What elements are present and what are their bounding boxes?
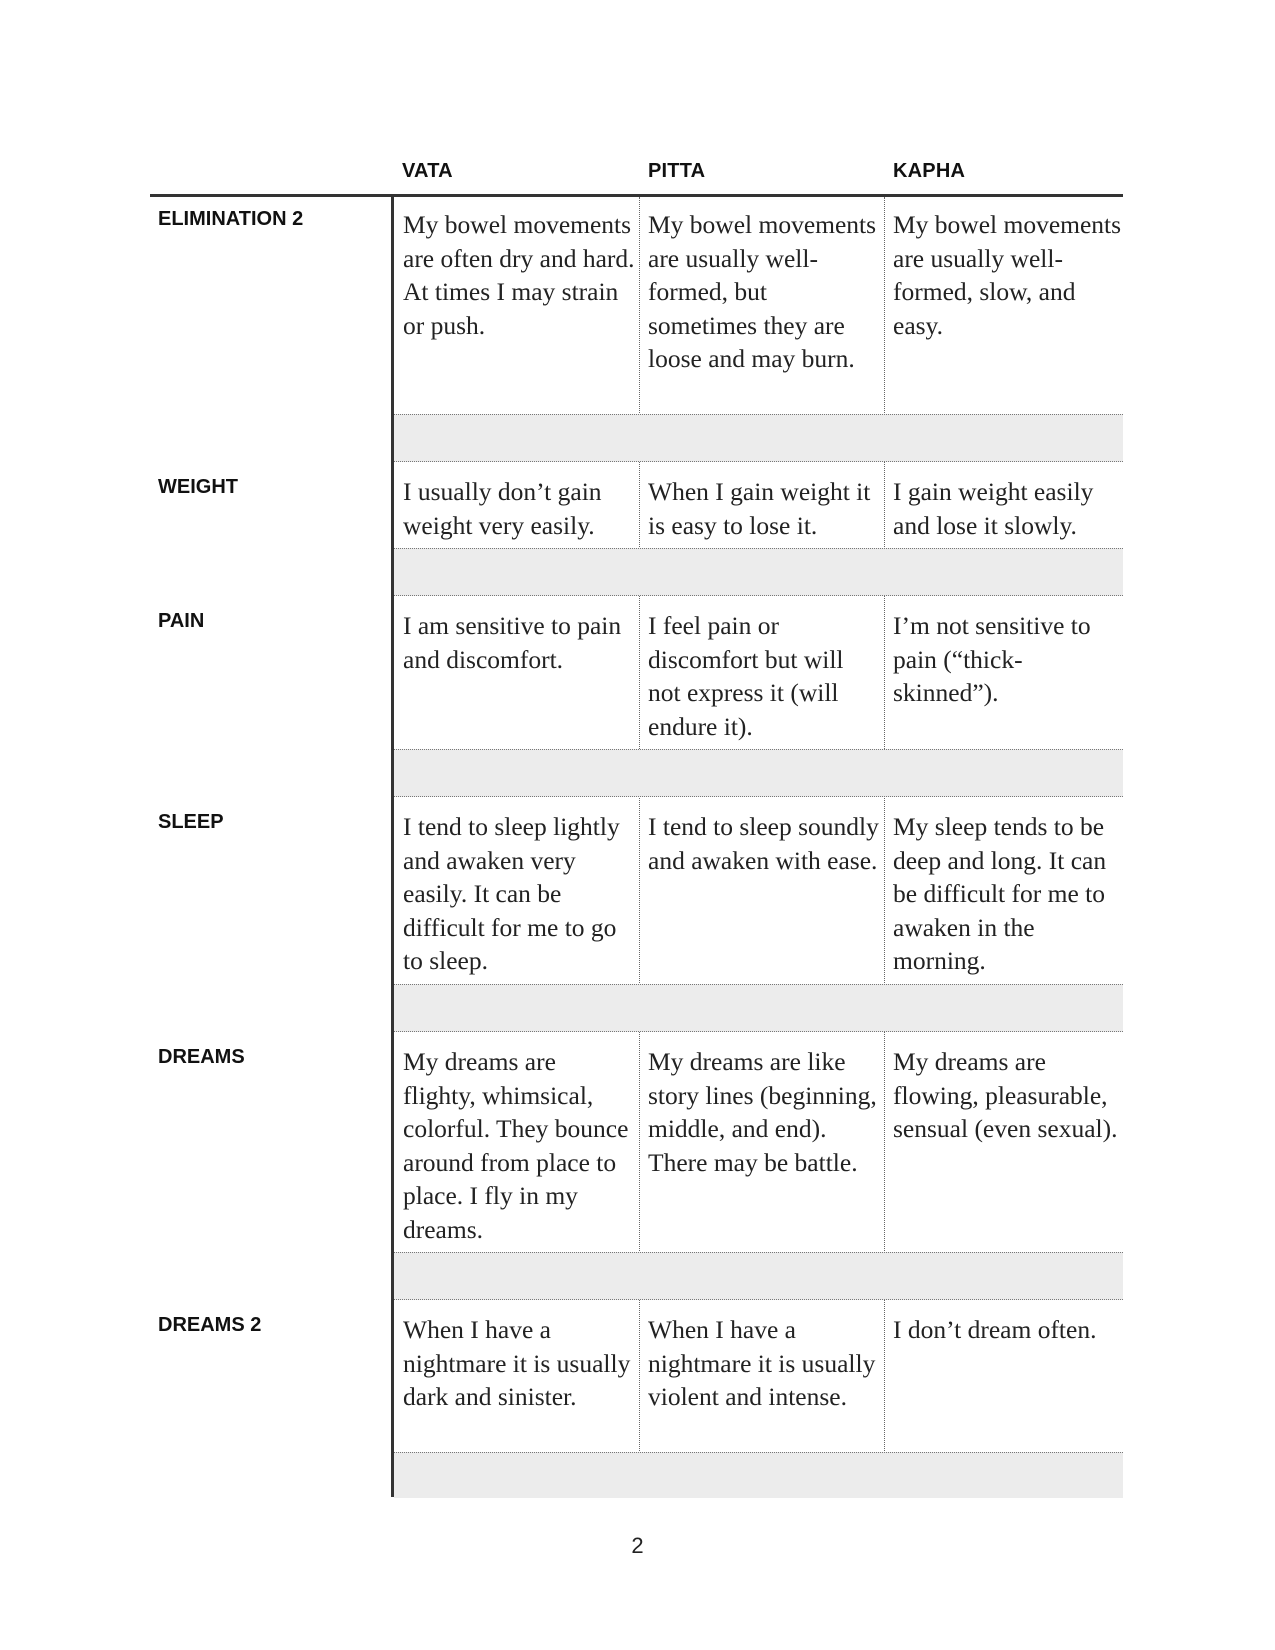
statement-pitta: When I have a nightmare it is usually violent and intense. [648, 1315, 876, 1411]
response-box-vata[interactable] [394, 1453, 639, 1499]
response-box-vata[interactable] [394, 415, 639, 461]
statement-vata: My bowel movements are often dry and hard. At times I may strain or push. [403, 210, 635, 340]
statement-pitta: I feel pain or discomfort but will not express it (will endure it). [648, 611, 844, 741]
response-box-pitta[interactable] [639, 549, 884, 595]
statement-kapha: My dreams are flowing, pleasurable, sensual (even sexual). [893, 1047, 1118, 1143]
statement-kapha: I don’t dream often. [893, 1315, 1097, 1344]
response-row [394, 548, 1123, 596]
response-box-pitta[interactable] [639, 750, 884, 796]
statement-vata: My dreams are flighty, whimsical, colorful. They bounce around from place to place. I fly in my dreams. [403, 1047, 629, 1244]
response-row [394, 1252, 1123, 1300]
statement-vata: When I have a nightmare it is usually dark and sinister. [403, 1315, 631, 1411]
column-divider [639, 197, 640, 1497]
response-row [394, 414, 1123, 462]
response-box-pitta[interactable] [639, 985, 884, 1031]
statement-kapha: My sleep tends to be deep and long. It can be difficult for me to awaken in the morning. [893, 812, 1107, 975]
column-header-kapha: KAPHA [893, 160, 966, 182]
statement-pitta: When I gain weight it is easy to lose it. [648, 477, 871, 540]
row-label-elimination-2: ELIMINATION 2 [158, 208, 304, 230]
response-box-vata[interactable] [394, 985, 639, 1031]
row-label-weight: WEIGHT [158, 476, 238, 498]
response-row [394, 984, 1123, 1032]
response-box-vata[interactable] [394, 549, 639, 595]
page-number: 2 [631, 1533, 644, 1558]
statement-vata: I am sensitive to pain and discomfort. [403, 611, 622, 674]
response-box-kapha[interactable] [884, 415, 1123, 461]
response-box-kapha[interactable] [884, 1253, 1123, 1299]
response-box-kapha[interactable] [884, 1453, 1123, 1499]
row-label-sleep: SLEEP [158, 811, 224, 833]
column-header-vata: VATA [402, 160, 453, 182]
response-row [394, 1452, 1123, 1498]
response-box-vata[interactable] [394, 750, 639, 796]
statement-kapha: My bowel movements are usually well-formed, slow, and easy. [893, 210, 1122, 340]
statement-vata: I usually don’t gain weight very easily. [403, 477, 602, 540]
header-rule [150, 194, 1123, 197]
response-row [394, 749, 1123, 797]
row-label-dreams-2: DREAMS 2 [158, 1314, 262, 1336]
statement-vata: I tend to sleep lightly and awaken very easily. It can be difficult for me to go to sleep. [403, 812, 620, 975]
statement-kapha: I’m not sensitive to pain (“thick-skinned”). [893, 611, 1091, 707]
statement-pitta: My bowel movements are usually well-formed, but sometimes they are loose and may burn. [648, 210, 877, 373]
response-box-pitta[interactable] [639, 1453, 884, 1499]
row-label-pain: PAIN [158, 610, 205, 632]
statement-kapha: I gain weight easily and lose it slowly. [893, 477, 1094, 540]
label-column-divider [391, 197, 394, 1497]
response-box-kapha[interactable] [884, 549, 1123, 595]
statement-pitta: My dreams are like story lines (beginning, middle, and end). There may be battle. [648, 1047, 877, 1177]
response-box-kapha[interactable] [884, 750, 1123, 796]
response-box-kapha[interactable] [884, 985, 1123, 1031]
response-box-pitta[interactable] [639, 415, 884, 461]
response-box-vata[interactable] [394, 1253, 639, 1299]
statement-pitta: I tend to sleep soundly and awaken with ease. [648, 812, 879, 875]
row-label-dreams: DREAMS [158, 1046, 245, 1068]
response-box-pitta[interactable] [639, 1253, 884, 1299]
column-divider [884, 197, 885, 1497]
column-header-pitta: PITTA [648, 160, 706, 182]
